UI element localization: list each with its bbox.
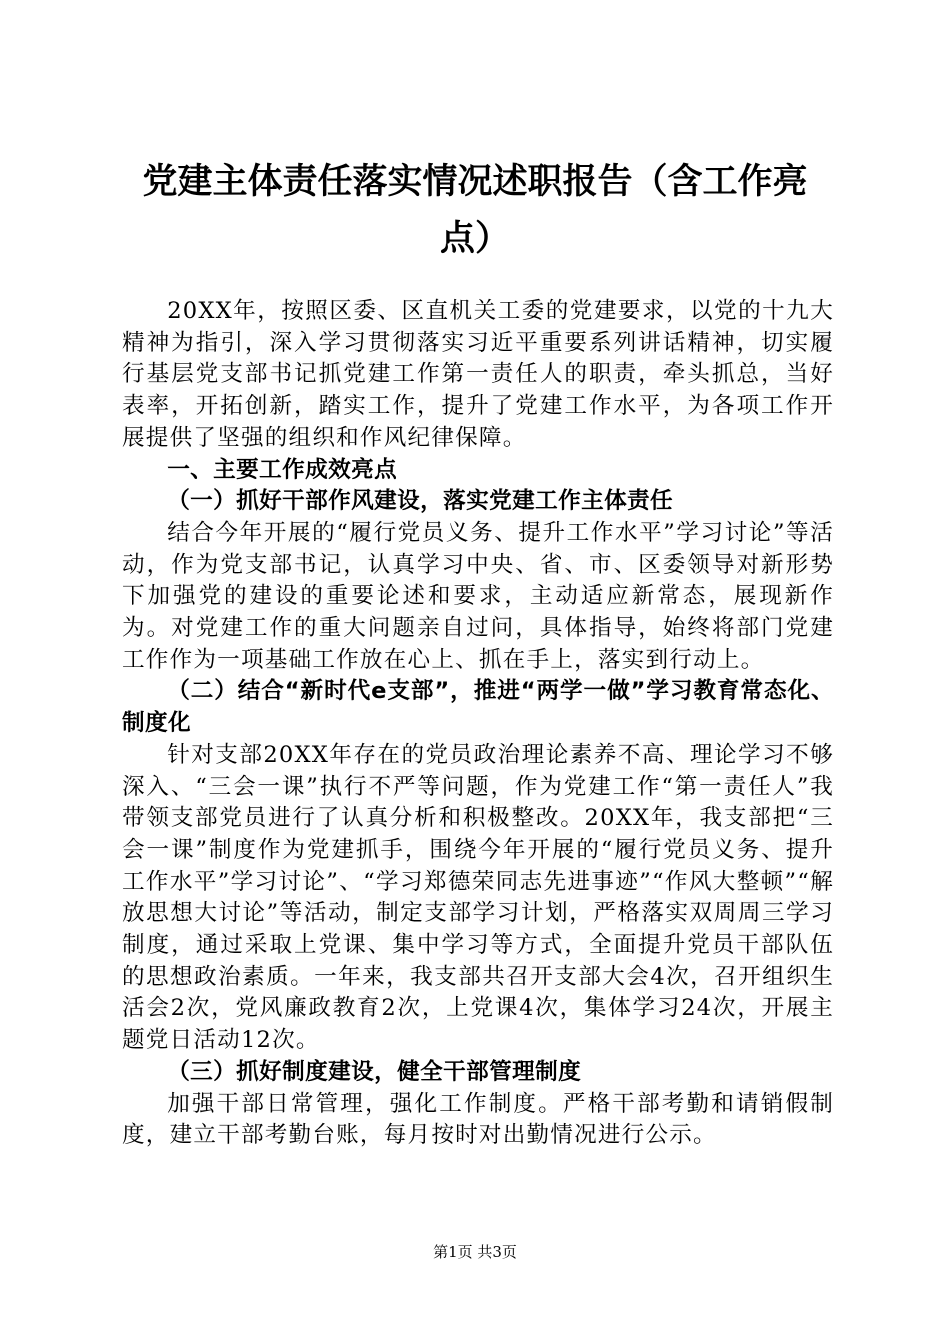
subsection-heading-1: （一）抓好干部作风建设，落实党建工作主体责任	[167, 488, 674, 515]
intro-paragraph: 20XX年，按照区委、区直机关工委的党建要求，以党的十九大精神为指引，深入学习贯彻落实习近平重要系列讲话精神，切实履行基层党支部书记抓党建工作第一责任人的职责，牵头抓总，当好表率，开拓创新，踏实工作，提升了党建工作水平，为各项工作开展提供了坚强的组织和作风纪律保障。	[122, 298, 834, 451]
document-title	[110, 154, 840, 268]
subsection-heading-3: （三）抓好制度建设，健全干部管理制度	[167, 1058, 582, 1085]
title-line-1: 党建主体责任落实情况述职报告（含工作亮	[142, 162, 808, 202]
body-paragraph-1: 结合今年开展的“履行党员义务、提升工作水平”学习讨论”等活动，作为党支部书记，认真学习中央、省、市、区委领导对新形势下加强党的建设的重要论述和要求，主动适应新常态，展现新作为。对党建工作的重大问题亲自过问，具体指导，始终将部门党建工作作为一项基础工作放在心上、抓在手上，落实到行动上。	[122, 519, 834, 673]
body-paragraph-3: 加强干部日常管理，强化工作制度。严格干部考勤和请销假制度，建立干部考勤台账，每月按时对出勤情况进行公示。	[122, 1090, 834, 1149]
subsection-heading-2: （二）结合“新时代e支部”，推进“两学一做”学习教育常态化、制度化	[122, 678, 834, 737]
title-line-2: 点）	[439, 219, 510, 259]
body-paragraph-2: 针对支部20XX年存在的党员政治理论素养不高、理论学习不够深入、“三会一课”执行不严等问题，作为党建工作“第一责任人”我带领支部党员进行了认真分析和积极整改。20XX年，我支部把“三会一课”制度作为党建抓手，围绕今年开展的“履行党员义务、提升工作水平”学习讨论”、“学习郑德荣同志先进事迹”“作风大整顿”“解放思想大讨论”等活动，制定支部学习计划，严格落实双周周三学习制度，通过采取上党课、集中学习等方式，全面提升党员干部队伍的思想政治素质。一年来，我支部共召开支部大会4次，召开组织生活会2次，党风廉政教育2次，上党课4次，集体学习24次，开展主题党日活动12次。	[122, 741, 834, 1054]
page-number-footer: 第1页 共3页	[433, 1243, 517, 1261]
document-body	[122, 296, 834, 1152]
section-heading: 一、主要工作成效亮点	[167, 456, 398, 483]
